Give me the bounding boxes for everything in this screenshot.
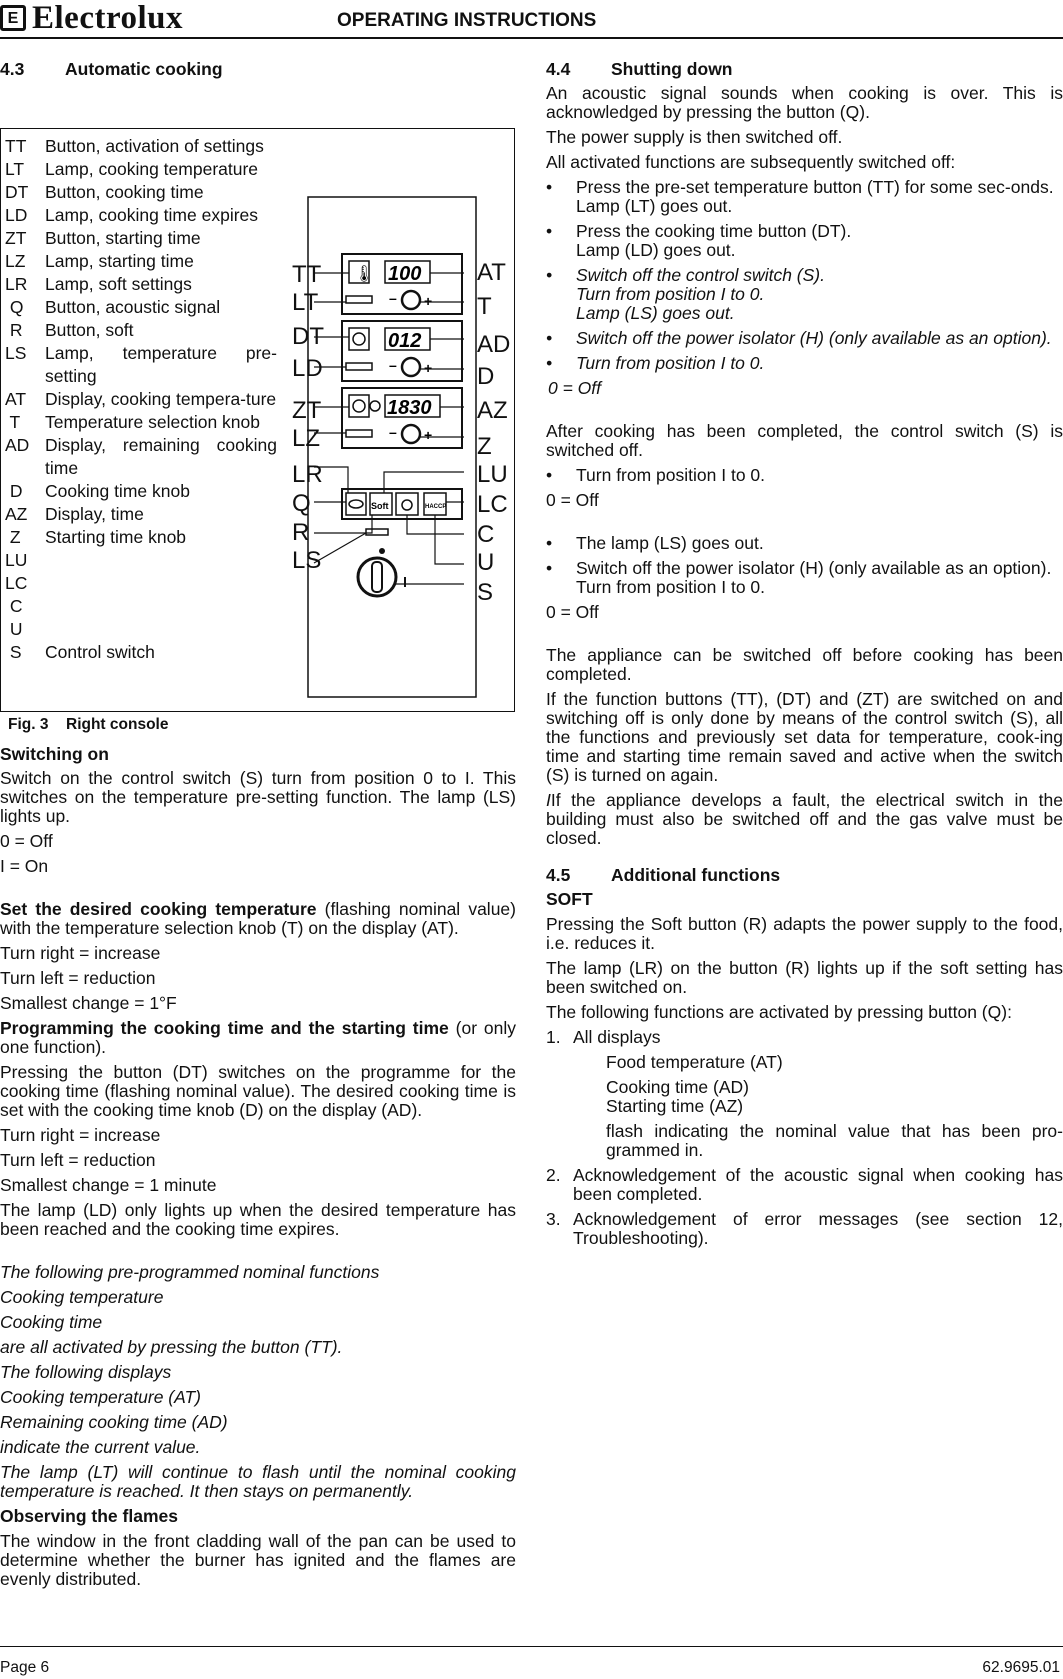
italic-line: Remaining cooking time (AD): [0, 1412, 228, 1432]
lamp-ls: [366, 529, 388, 535]
lamp-lz: [346, 430, 372, 437]
legend-row: [5, 503, 277, 526]
italic-line: The following displays: [0, 1362, 172, 1382]
legend-description: Starting time knob: [45, 527, 187, 547]
bullet-line: Turn from position I to 0.: [576, 284, 765, 304]
soft-heading: SOFT: [546, 889, 593, 909]
left-text-block: [0, 745, 516, 1595]
legend-description: Display, remaining cooking time: [45, 435, 277, 478]
set-temperature-text: [0, 900, 516, 938]
legend-description: Button, acoustic signal: [45, 297, 221, 317]
legend-code: AZ: [5, 504, 28, 524]
legend-row: [5, 342, 277, 388]
shutdown-p3: All activated functions are subsequently switched off:: [546, 152, 956, 172]
turn-left: Turn left = reduction: [0, 968, 156, 988]
italic-line: The following pre-programmed nominal functions: [0, 1262, 380, 1282]
legend-row: [5, 549, 277, 572]
bullet-line: Turn from position I to 0.: [576, 577, 766, 597]
figure-label: LC: [477, 491, 508, 518]
legend-description: Button, soft: [45, 320, 134, 340]
list-text: Acknowledgement of error messages (see section 12, Troubleshooting).: [573, 1209, 1063, 1248]
switch-off-before-text: The appliance can be switched off before cooking has been completed.: [546, 645, 1063, 684]
figure-label: LU: [477, 461, 508, 488]
list-text: All displays: [573, 1027, 661, 1047]
figure-legend: [5, 135, 277, 664]
figure-label: R: [292, 519, 310, 546]
bullet-line: Turn from position I to 0.: [576, 465, 766, 485]
off-value: 0 = Off: [0, 831, 53, 851]
programming-bold: Programming the cooking time and the starting time: [0, 1018, 449, 1038]
brand-name: Electrolux: [32, 0, 184, 36]
thermometer-icon: 🌡: [354, 266, 375, 283]
figure-number: Fig. 3: [8, 716, 49, 733]
legend-row: [5, 204, 277, 227]
legend-description: Cooking time knob: [45, 481, 190, 501]
legend-code: T: [5, 412, 21, 432]
legend-description: Lamp, cooking time expires: [45, 205, 259, 225]
right-column: [546, 60, 1063, 1254]
legend-description: [45, 572, 277, 595]
legend-row: [5, 480, 277, 503]
left-column: [0, 60, 516, 93]
sub-item: Starting time (AZ): [606, 1096, 744, 1116]
figure-label: ZT: [292, 397, 322, 424]
soft-p3: The following functions are activated by pressing button (Q):: [546, 1002, 1012, 1022]
control-switch-s: [358, 558, 396, 596]
clock-icon: [353, 333, 365, 345]
soft-label: Soft: [371, 501, 389, 511]
section-4-4-heading: [546, 60, 1063, 79]
programming-text: [0, 1019, 516, 1057]
alarm-clock-icon: [353, 400, 365, 412]
lamp-lt: [346, 296, 372, 303]
legend-code: U: [5, 619, 23, 639]
section-title: Automatic cooking: [65, 59, 223, 79]
on-value: I = On: [0, 856, 49, 876]
figure-label: Q: [292, 490, 311, 517]
legend-code: ZT: [5, 228, 27, 248]
figure-label: DT: [292, 323, 324, 350]
section-title: Additional functions: [611, 865, 781, 885]
list-item: [546, 1166, 1063, 1204]
italic-line: Cooking temperature: [0, 1287, 164, 1307]
bullet-line: Press the pre-set temperature button (TT) for some sec-onds.: [576, 177, 1054, 197]
turn-left: Turn left = reduction: [0, 1150, 156, 1170]
legend-description: Temperature selection knob: [45, 412, 260, 432]
programming-rest: (or only one function).: [0, 1018, 516, 1057]
legend-code: Z: [5, 527, 21, 547]
minus-sign: –: [389, 290, 397, 306]
plus-sign: +: [424, 293, 433, 309]
legend-row: [5, 250, 277, 273]
turn-right: Turn right = increase: [0, 943, 161, 963]
figure-label: TT: [292, 261, 322, 288]
section-title: Shutting down: [611, 59, 733, 79]
bullet-line: Switch off the power isolator (H) (only available as an option).: [576, 558, 1052, 578]
switch-handle: [372, 562, 382, 592]
electrolux-logo-icon: E: [0, 5, 26, 31]
bullet-item: • Turn from position I to 0.: [546, 354, 1063, 373]
figure-label: AD: [477, 331, 511, 358]
legend-description: Button, starting time: [45, 228, 201, 248]
italic-line: Cooking temperature (AT): [0, 1387, 202, 1407]
c-button: [396, 493, 418, 515]
legend-code: C: [5, 596, 23, 616]
switching-on-text: Switch on the control switch (S) turn from position 0 to I. This switches on the temperature pre-setting function. The lamp (LS) lights up.: [0, 768, 516, 826]
figure-title: Right console: [66, 716, 169, 733]
figure-label: U: [477, 549, 495, 576]
switching-on-heading: Switching on: [0, 744, 109, 764]
knob-t: [402, 291, 420, 309]
figure-label: LR: [292, 461, 323, 488]
legend-row: [5, 273, 277, 296]
bullet-item: • Press the pre-set temperature button (TT) for some sec-onds. Lamp (LT) goes out.: [546, 177, 1054, 216]
switch-position-i: [404, 577, 406, 587]
section-number: 4.4: [546, 59, 571, 79]
legend-code: LZ: [5, 251, 26, 271]
flames-text: The window in the front cladding wall of the pan can be used to determine whether the burner has ignited and the flames are evenly distributed.: [0, 1531, 516, 1589]
legend-description: Control switch: [45, 642, 155, 662]
legend-code: LU: [5, 550, 28, 570]
legend-code: Q: [5, 297, 24, 317]
bullet-item: • The lamp (LS) goes out.: [546, 534, 1063, 553]
bullet-item: • Switch off the control switch (S). Turn from position I to 0. Lamp (LS) goes out.: [546, 265, 825, 323]
turn-right: Turn right = increase: [0, 1125, 161, 1145]
section-number: 4.5: [546, 865, 571, 885]
section-4-3-heading: [0, 60, 516, 79]
page-number: Page 6: [0, 1659, 50, 1676]
figure-label: T: [477, 293, 492, 320]
list-number: 1.: [546, 1027, 561, 1047]
minus-sign: –: [389, 357, 397, 373]
smallest-change: Smallest change = 1 minute: [0, 1175, 217, 1195]
fault-italic-mark: I: [546, 790, 551, 810]
smallest-change: Smallest change = 1°F: [0, 993, 177, 1013]
bullet-line: Lamp (LS) goes out.: [576, 303, 735, 323]
shutdown-p1: An acoustic signal sounds when cooking is over. This is acknowledged by pressing the button (Q).: [546, 83, 1063, 122]
legend-row: [5, 434, 277, 480]
legend-description: Lamp, temperature pre-setting: [45, 343, 277, 386]
legend-code: D: [5, 481, 23, 501]
legend-row: [5, 319, 277, 342]
legend-row: [5, 296, 277, 319]
sub-item: Food temperature (AT): [606, 1052, 783, 1072]
bullet-line: Turn from position I to 0.: [576, 353, 765, 373]
bullet-line: Lamp (LT) goes out.: [576, 196, 733, 216]
legend-description: Lamp, starting time: [45, 251, 194, 271]
off-value: 0 = Off: [548, 378, 602, 398]
legend-description: Button, cooking time: [45, 182, 204, 202]
zt-button: [349, 395, 369, 417]
list-item: [546, 1210, 1063, 1248]
sub-item: Cooking time (AD): [606, 1077, 749, 1097]
cycle-icon: [402, 500, 412, 510]
after-cooking-text: After cooking has been completed, the control switch (S) is switched off.: [546, 421, 1063, 460]
legend-code: LC: [5, 573, 28, 593]
off-value: 0 = Off: [546, 490, 599, 510]
legend-description: [45, 595, 277, 618]
legend-description: [45, 549, 277, 572]
eye-icon: [349, 500, 363, 508]
fault-body: If the appliance develops a fault, the electrical switch in the building must also be switched off and the gas valve must be closed.: [546, 790, 1063, 848]
italic-line: indicate the current value.: [0, 1437, 201, 1457]
fault-text: [546, 791, 1063, 848]
legend-description: Display, time: [45, 504, 144, 524]
legend-row: [5, 181, 277, 204]
knob-d: [402, 358, 420, 376]
footer-rule: [0, 1646, 1063, 1647]
legend-code: LS: [5, 343, 27, 363]
set-temperature-bold: Set the desired cooking temperature: [0, 899, 317, 919]
bullet-item: • Switch off the power isolator (H) (only available as an option). Turn from position I to 0.: [546, 558, 1052, 597]
shutdown-p2: The power supply is then switched off.: [546, 127, 843, 147]
figure-label: AZ: [477, 397, 508, 424]
display-az-value: 1830: [387, 397, 432, 419]
list-text: Acknowledgement of the acoustic signal when cooking has been completed.: [573, 1165, 1063, 1204]
legend-description: Display, cooking tempera-ture: [45, 389, 277, 409]
lamp-ld: [346, 363, 372, 370]
set-temperature-rest: (flashing nominal value) with the temperature selection knob (T) on the display (AT).: [0, 899, 516, 938]
list-number: 3.: [546, 1209, 561, 1229]
figure-label: D: [477, 363, 495, 390]
legend-row: [5, 641, 277, 664]
legend-code: AD: [5, 435, 30, 455]
legend-description: Button, activation of settings: [45, 136, 264, 156]
legend-row: [5, 411, 277, 434]
list-item: [546, 1028, 1063, 1047]
figure-right-console: [0, 128, 515, 712]
figure-label: LD: [292, 355, 323, 382]
legend-code: R: [5, 320, 23, 340]
legend-description: Lamp, soft settings: [45, 274, 192, 294]
legend-code: LR: [5, 274, 28, 294]
sub-item: flash indicating the nominal value that has been pro-grammed in.: [606, 1121, 1063, 1160]
header-rule: [0, 37, 1063, 39]
legend-row: [5, 618, 277, 641]
bullet-item: • Turn from position I to 0.: [546, 466, 1063, 485]
legend-row: [5, 572, 277, 595]
bullet-item: • Press the cooking time button (DT). Lamp (LD) goes out.: [546, 221, 852, 260]
italic-line: Cooking time: [0, 1312, 103, 1332]
document-title: OPERATING INSTRUCTIONS: [337, 10, 597, 31]
brand-logo: [0, 0, 183, 36]
bullet-line: Press the cooking time button (DT).: [576, 221, 852, 241]
figure-label: C: [477, 521, 495, 548]
figure-label: LS: [292, 547, 322, 574]
section-4-5-heading: [546, 866, 1063, 885]
display-ad-value: 012: [388, 330, 422, 352]
legend-row: [5, 227, 277, 250]
figure-label: AT: [477, 259, 506, 286]
soft-p2: The lamp (LR) on the button (R) lights up if the soft setting has been switched on.: [546, 958, 1063, 997]
legend-code: LT: [5, 159, 25, 179]
off-value: 0 = Off: [546, 602, 599, 622]
dt-button: [349, 328, 369, 350]
figure-label: LT: [292, 289, 319, 316]
italic-line: are all activated by pressing the button (TT).: [0, 1337, 343, 1357]
italic-line: The lamp (LT) will continue to flash until the nominal cooking temperature is reached. It then stays on permanently.: [0, 1462, 516, 1501]
legend-description: [45, 618, 277, 641]
haccp-label: HACCP: [425, 504, 447, 510]
legend-row: [5, 158, 277, 181]
bullet-line: Lamp (LD) goes out.: [576, 240, 736, 260]
knob-z: [402, 425, 420, 443]
plus-sign: +: [424, 360, 433, 376]
programming-p2: Pressing the button (DT) switches on the programme for the cooking time (flashing nominal value). The desired cooking time is set with the cooking time knob (D) on the display (AD).: [0, 1062, 516, 1120]
list-number: 2.: [546, 1165, 561, 1185]
display-at-value: 100: [388, 263, 422, 285]
figure-caption: [8, 715, 168, 734]
timer-icon: [370, 401, 380, 411]
legend-row: [5, 595, 277, 618]
legend-code: TT: [5, 136, 27, 156]
minus-sign: –: [389, 424, 397, 440]
switch-position-0: [379, 548, 385, 554]
bullet-line: Switch off the control switch (S).: [576, 265, 825, 285]
bullet-item: • Switch off the power isolator (H) (only available as an option).: [546, 329, 1063, 348]
flames-heading: Observing the flames: [0, 1506, 178, 1526]
legend-code: LD: [5, 205, 28, 225]
programming-p3: The lamp (LD) only lights up when the desired temperature has been reached and the cooking time expires.: [0, 1200, 516, 1239]
legend-row: [5, 135, 277, 158]
figure-label: Z: [477, 433, 492, 460]
figure-label: LZ: [292, 425, 321, 452]
legend-row: [5, 388, 277, 411]
legend-code: S: [5, 642, 22, 662]
section-number: 4.3: [0, 59, 25, 79]
legend-description: Lamp, cooking temperature: [45, 159, 259, 179]
legend-code: AT: [5, 389, 27, 409]
bullet-line: The lamp (LS) goes out.: [576, 533, 764, 553]
document-number: 62.9695.01: [982, 1659, 1060, 1676]
plus-sign: +: [424, 427, 433, 443]
figure-label: S: [477, 579, 494, 606]
legend-code: DT: [5, 182, 29, 202]
bullet-line: Switch off the power isolator (H) (only available as an option).: [576, 328, 1052, 348]
function-buttons-text: If the function buttons (TT), (DT) and (ZT) are switched on and switching off is only done by means of the control switch (S), all the functions and previously set data for temperature, cook-ing time and starting time remain saved and active when the switch (S) is turned on again.: [546, 689, 1063, 785]
legend-row: [5, 526, 277, 549]
soft-p1: Pressing the Soft button (R) adapts the power supply to the food, i.e. reduces it.: [546, 914, 1063, 953]
